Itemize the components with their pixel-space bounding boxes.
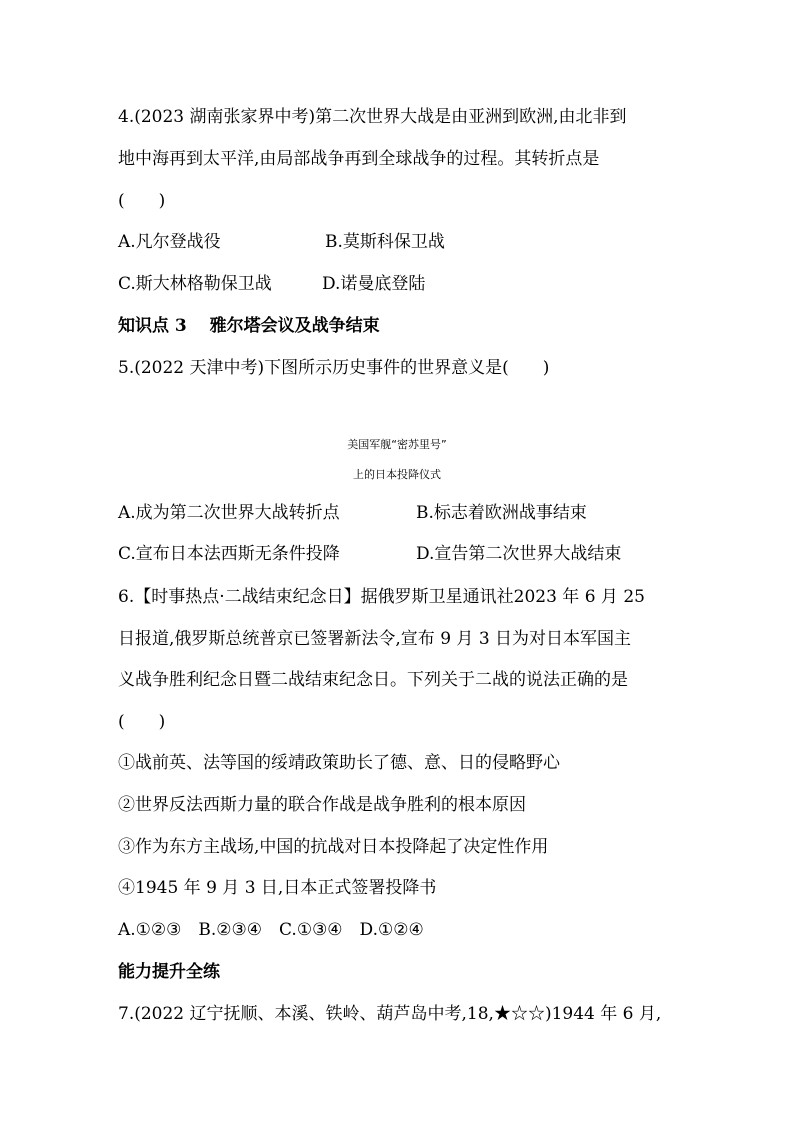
q5-line1: 5.(2022 天津中考)下图所示历史事件的世界意义是( ) — [118, 358, 550, 378]
q6-line3: 义战争胜利纪念日暨二战结束纪念日。下列关于二战的说法正确的是 — [118, 670, 628, 690]
q4-option-b: B.莫斯科保卫战 — [325, 232, 445, 252]
q5-option-a: A.成为第二次世界大战转折点 — [118, 503, 340, 523]
q6-statement-1: ①战前英、法等国的绥靖政策助长了德、意、日的侵略野心 — [118, 753, 560, 773]
q4-option-c: C.斯大林格勒保卫战 — [118, 274, 272, 294]
q4-line1: 4.(2023 湖南张家界中考)第二次世界大战是由亚洲到欧洲,由北非到 — [118, 107, 627, 127]
q4-option-a: A.凡尔登战役 — [118, 232, 221, 252]
section-heading-ability: 能力提升全练 — [118, 962, 220, 982]
q5-figure-caption-1: 美国军舰“密苏里号” — [347, 438, 447, 451]
q5-option-d: D.宣告第二次世界大战结束 — [416, 544, 622, 564]
q5-option-b: B.标志着欧洲战事结束 — [416, 503, 587, 523]
q4-option-d: D.诺曼底登陆 — [322, 274, 426, 294]
q6-answer-paren: ( ) — [118, 712, 166, 732]
q6-line1: 6.【时事热点·二战结束纪念日】据俄罗斯卫星通讯社2023 年 6 月 25 — [118, 587, 645, 607]
q6-statement-4: ④1945 年 9 月 3 日,日本正式签署投降书 — [118, 878, 437, 898]
q6-line2: 日报道,俄罗斯总统普京已签署新法令,宣布 9 月 3 日为对日本军国主 — [118, 629, 632, 649]
q6-statement-2: ②世界反法西斯力量的联合作战是战争胜利的根本原因 — [118, 795, 526, 815]
q4-line2: 地中海再到太平洋,由局部战争再到全球战争的过程。其转折点是 — [118, 149, 600, 169]
q5-figure-caption-2: 上的日本投降仪式 — [353, 468, 441, 481]
q5-option-c: C.宣布日本法西斯无条件投降 — [118, 544, 340, 564]
section-heading-3: 知识点 3 雅尔塔会议及战争结束 — [118, 316, 380, 336]
q6-options: A.①②③ B.②③④ C.①③④ D.①②④ — [118, 920, 424, 940]
q4-answer-paren: ( ) — [118, 191, 166, 211]
q6-statement-3: ③作为东方主战场,中国的抗战对日本投降起了决定性作用 — [118, 837, 549, 857]
q7-line1: 7.(2022 辽宁抚顺、本溪、铁岭、葫芦岛中考,18,★☆☆)1944 年 6 月, — [118, 1004, 662, 1024]
